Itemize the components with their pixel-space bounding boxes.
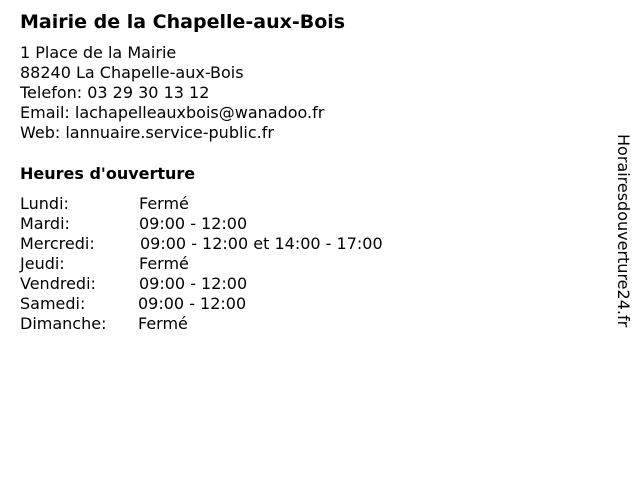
day-hours: 09:00 - 12:00	[138, 294, 247, 313]
day-label: Vendredi:	[20, 274, 96, 293]
day-label: Jeudi:	[20, 254, 65, 273]
day-hours: Fermé	[138, 314, 188, 333]
phone-line: Telefon: 03 29 30 13 12	[20, 83, 210, 102]
day-label: Mercredi:	[20, 234, 95, 253]
day-hours: 09:00 - 12:00 et 14:00 - 17:00	[140, 234, 383, 253]
city-line: 88240 La Chapelle-aux-Bois	[20, 63, 244, 82]
day-hours: Fermé	[139, 194, 189, 213]
email-line: Email: lachapelleauxbois@wanadoo.fr	[20, 103, 325, 122]
day-label: Samedi:	[20, 294, 86, 313]
site-watermark: Horairesdouverture24.fr	[614, 134, 633, 328]
day-hours: 09:00 - 12:00	[139, 214, 248, 233]
street-address: 1 Place de la Mairie	[20, 43, 177, 62]
day-label: Mardi:	[20, 214, 70, 233]
day-label: Dimanche:	[20, 314, 107, 333]
address-block	[20, 43, 324, 143]
day-hours: Fermé	[139, 254, 189, 273]
hours-heading: Heures d'ouverture	[20, 164, 196, 183]
day-label: Lundi:	[20, 194, 69, 213]
page-title: Mairie de la Chapelle-aux-Bois	[20, 11, 346, 33]
web-line: Web: lannuaire.service-public.fr	[20, 123, 274, 142]
day-hours: 09:00 - 12:00	[139, 274, 248, 293]
